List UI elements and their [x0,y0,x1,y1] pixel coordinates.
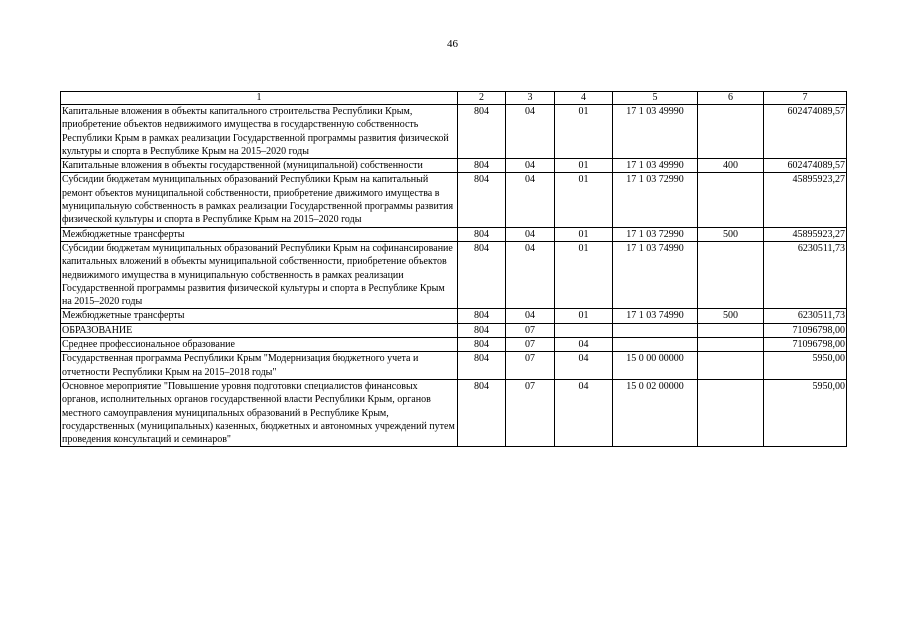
cell-section: 07 [506,323,555,337]
table-row [61,173,847,227]
table-row [61,105,847,159]
table-row [61,309,847,323]
cell-amount: 6230511,73 [764,309,847,323]
cell-amount: 6230511,73 [764,241,847,308]
column-header: 5 [613,92,698,105]
cell-section: 04 [506,173,555,227]
cell-target-article: 15 0 00 00000 [613,352,698,380]
cell-section: 04 [506,159,555,173]
cell-subsection: 04 [555,338,613,352]
budget-table [60,91,847,447]
row-name: Субсидии бюджетам муниципальных образований Республики Крым на софинансирование капитальных вложений в объекты муниципальной собственности, приобретение объектов недвижимого имущества в муниципальную собственность в рамках реализации Государственной программы развития физической культуры и спорта в Республике Крым на 2015–2020 годы [61,241,458,308]
cell-ministry-code: 804 [458,159,506,173]
column-header: 3 [506,92,555,105]
column-header: 1 [61,92,458,105]
cell-subsection: 01 [555,241,613,308]
table-row [61,159,847,173]
cell-ministry-code: 804 [458,352,506,380]
cell-expense-type: 400 [698,159,764,173]
row-name: Государственная программа Республики Крым "Модернизация бюджетного учета и отчетности Республики Крым на 2015–2018 годы" [61,352,458,380]
cell-expense-type [698,173,764,227]
column-header: 7 [764,92,847,105]
row-name: Капитальные вложения в объекты государственной (муниципальной) собственности [61,159,458,173]
table-row [61,241,847,308]
cell-target-article [613,323,698,337]
table-body [61,105,847,447]
cell-amount: 602474089,57 [764,105,847,159]
row-name: Среднее профессиональное образование [61,338,458,352]
column-header: 4 [555,92,613,105]
row-name: Межбюджетные трансферты [61,309,458,323]
cell-subsection [555,323,613,337]
table-row [61,379,847,446]
cell-ministry-code: 804 [458,338,506,352]
cell-ministry-code: 804 [458,241,506,308]
row-name: Субсидии бюджетам муниципальных образований Республики Крым на капитальный ремонт объектов муниципальной собственности, приобретение движимого имущества в муниципальную собственность в рамках реализации Государственной программы развития физической культуры и спорта в Республике Крым на 2015–2020 годы [61,173,458,227]
cell-subsection: 01 [555,227,613,241]
cell-subsection: 01 [555,309,613,323]
cell-section: 04 [506,241,555,308]
cell-subsection: 01 [555,105,613,159]
table-row [61,323,847,337]
cell-target-article: 17 1 03 49990 [613,105,698,159]
column-number-row [61,92,847,105]
cell-ministry-code: 804 [458,105,506,159]
cell-subsection: 01 [555,173,613,227]
cell-ministry-code: 804 [458,173,506,227]
table-row [61,338,847,352]
cell-section: 07 [506,338,555,352]
cell-target-article: 17 1 03 74990 [613,241,698,308]
cell-section: 04 [506,227,555,241]
cell-section: 07 [506,379,555,446]
cell-target-article: 17 1 03 49990 [613,159,698,173]
cell-subsection: 01 [555,159,613,173]
cell-expense-type [698,241,764,308]
cell-ministry-code: 804 [458,379,506,446]
cell-expense-type [698,379,764,446]
cell-amount: 5950,00 [764,352,847,380]
cell-amount: 71096798,00 [764,323,847,337]
cell-target-article: 17 1 03 72990 [613,227,698,241]
cell-amount: 71096798,00 [764,338,847,352]
cell-amount: 602474089,57 [764,159,847,173]
cell-target-article: 17 1 03 74990 [613,309,698,323]
cell-expense-type: 500 [698,309,764,323]
cell-section: 07 [506,352,555,380]
cell-target-article [613,338,698,352]
cell-expense-type [698,338,764,352]
cell-expense-type [698,352,764,380]
row-name: ОБРАЗОВАНИЕ [61,323,458,337]
cell-expense-type: 500 [698,227,764,241]
cell-amount: 45895923,27 [764,173,847,227]
cell-subsection: 04 [555,352,613,380]
column-header: 2 [458,92,506,105]
cell-ministry-code: 804 [458,323,506,337]
cell-target-article: 17 1 03 72990 [613,173,698,227]
cell-target-article: 15 0 02 00000 [613,379,698,446]
cell-section: 04 [506,105,555,159]
page-number: 46 [447,38,458,50]
cell-subsection: 04 [555,379,613,446]
row-name: Межбюджетные трансферты [61,227,458,241]
cell-ministry-code: 804 [458,227,506,241]
cell-section: 04 [506,309,555,323]
cell-amount: 45895923,27 [764,227,847,241]
cell-expense-type [698,323,764,337]
cell-expense-type [698,105,764,159]
cell-ministry-code: 804 [458,309,506,323]
column-header: 6 [698,92,764,105]
table-row [61,227,847,241]
cell-amount: 5950,00 [764,379,847,446]
row-name: Основное мероприятие "Повышение уровня подготовки специалистов финансовых органов, исполнительных органов государственной власти Республики Крым, органов местного самоуправления муниципальных образований в Республике Крым, государственных (муниципальных) казенных, бюджетных и автономных учреждений путем проведения консультаций и семинаров" [61,379,458,446]
row-name: Капитальные вложения в объекты капитального строительства Республики Крым, приобретение объектов недвижимого имущества в государственную собственность Республики Крым в рамках реализации Государственной программы развития физической культуры и спорта в Республике Крым на 2015–2020 годы [61,105,458,159]
table-row [61,352,847,380]
